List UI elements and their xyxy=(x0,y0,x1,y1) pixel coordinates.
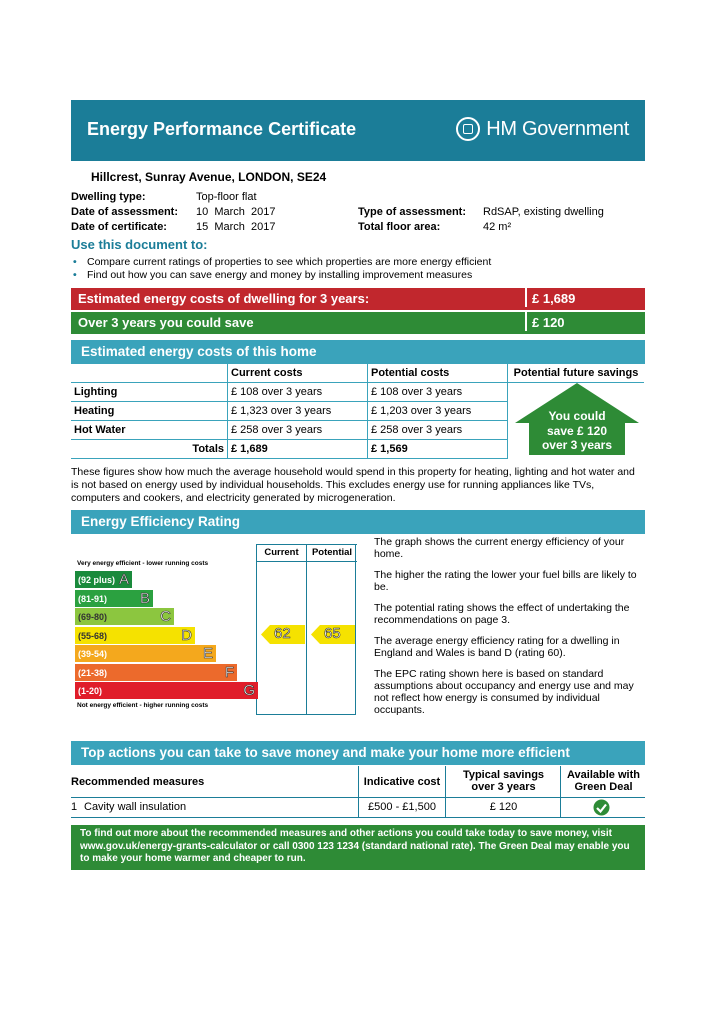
rating-value: 65 xyxy=(324,624,341,642)
list-item: • Compare current ratings of properties to see which properties are more energy efficient xyxy=(71,256,491,269)
green-deal-check-icon xyxy=(593,799,610,816)
current-cost: £ 108 over 3 years xyxy=(228,383,368,402)
column-header: Potential future savings xyxy=(508,364,645,383)
band-letter: D xyxy=(181,626,192,644)
potential-column-header: Potential xyxy=(311,547,353,558)
dwelling-type-label: Dwelling type: xyxy=(71,191,146,203)
column-header: Typical savings over 3 years xyxy=(462,769,545,793)
potential-cost: £ 108 over 3 years xyxy=(368,383,508,402)
band-range: (21-38) xyxy=(78,667,108,678)
dwelling-type-value: Top-floor flat xyxy=(196,191,257,203)
actions-section-title: Top actions you can take to save money and make your home more efficient xyxy=(81,745,570,760)
band-range: (69-80) xyxy=(78,612,108,622)
certificate-title: Energy Performance Certificate xyxy=(87,119,357,139)
totals-label: Totals xyxy=(71,440,228,459)
column-header: Indicative cost xyxy=(363,776,441,788)
potential-saving-bar xyxy=(71,312,645,334)
potential-cost: £ 1,203 over 3 years xyxy=(368,402,508,421)
measure-savings: £ 120 xyxy=(489,801,518,813)
row-label: Hot Water xyxy=(71,421,228,440)
efficiency-explanation xyxy=(374,536,644,725)
government-brand: HM Government xyxy=(486,117,629,140)
potential-cost: £ 258 over 3 years xyxy=(368,421,508,440)
band-range: (92 plus) xyxy=(78,575,116,585)
rating-band-a xyxy=(75,571,132,588)
property-address: Hillcrest, Sunray Avenue, LONDON, SE24 xyxy=(91,170,327,184)
assessment-type-label: Type of assessment: xyxy=(358,206,467,218)
measure-cost: £500 - £1,500 xyxy=(368,801,436,813)
current-column-header: Current xyxy=(264,547,299,558)
band-range: (81-91) xyxy=(78,593,108,604)
column-header: Potential costs xyxy=(368,364,508,383)
estimated-costs-bar xyxy=(71,288,645,310)
costs-section-header xyxy=(71,340,645,364)
estimated-costs-label: Estimated energy costs of dwelling for 3 years: xyxy=(78,291,370,306)
savings-line-2: save £ 120 xyxy=(546,423,608,438)
top-scale-label: Very energy efficient - lower running costs xyxy=(77,560,209,567)
total-potential: £ 1,569 xyxy=(368,440,508,459)
use-document-title: Use this document to: xyxy=(71,237,208,252)
assessment-type-value: RdSAP, existing dwelling xyxy=(483,206,604,218)
band-letter: F xyxy=(224,663,234,681)
royal-crest-icon xyxy=(456,117,480,141)
measure-name: Cavity wall insulation xyxy=(84,801,187,813)
column-header: Recommended measures xyxy=(71,776,205,788)
explanation-paragraph: The graph shows the current energy efficiency of your home. xyxy=(374,536,625,560)
rating-band-d xyxy=(75,627,195,644)
floor-area-label: Total floor area: xyxy=(358,221,441,233)
band-letter: G xyxy=(243,682,255,699)
measure-number: 1 xyxy=(71,801,78,813)
rating-band-b xyxy=(75,590,153,607)
rating-band-g xyxy=(75,682,258,699)
savings-line-3: over 3 years xyxy=(541,438,613,452)
explanation-paragraph: The average energy efficiency rating for a dwelling in England and Wales is band D (rating 60). xyxy=(374,635,620,659)
actions-section-header xyxy=(71,741,645,765)
row-label: Heating xyxy=(71,402,228,421)
row-label: Lighting xyxy=(71,383,228,402)
table-row xyxy=(71,383,644,402)
certificate-date-value: 15 March 2017 xyxy=(196,221,276,233)
certificate-header xyxy=(71,100,645,161)
list-item: • Find out how you can save energy and money by installing improvement measures xyxy=(71,269,491,282)
band-range: (39-54) xyxy=(78,649,108,659)
column-header: Current costs xyxy=(228,364,368,383)
assessment-date-label: Date of assessment: xyxy=(71,206,178,218)
rating-value: 62 xyxy=(274,624,291,642)
explanation-paragraph: The EPC rating shown here is based on standard assumptions about occupancy and energy use and may not reflect how energy is consumed by individual occupants. xyxy=(374,668,634,716)
total-current: £ 1,689 xyxy=(228,440,368,459)
current-cost: £ 258 over 3 years xyxy=(228,421,368,440)
bottom-scale-label: Not energy efficient - higher running costs xyxy=(77,702,209,709)
band-range: (1-20) xyxy=(78,686,103,696)
rating-band-e xyxy=(75,645,216,662)
costs-table xyxy=(71,364,644,459)
savings-line-1: You could xyxy=(548,409,606,423)
column-header: Available with Green Deal xyxy=(567,769,640,793)
explanation-paragraph: The potential rating shows the effect of undertaking the recommendations on page 3. xyxy=(374,602,630,626)
rating-band-f xyxy=(75,664,237,681)
band-letter: B xyxy=(139,589,150,607)
footer-info: To find out more about the recommended measures and other actions you could take today to save money, visit www.gov.uk/energy-grants-calculator or call 0300 123 1234 (standard national rate). The Green Deal may enable you to make your home warmer and cheaper to run. xyxy=(71,825,645,870)
costs-note: These figures show how much the average household would spend in this property for heating, lighting and hot water and is not based on energy used by individual households. This excludes energy use for running appliances like TVs, computers and cookers, and electricity generated by microgeneration. xyxy=(71,466,635,504)
potential-saving-label: Over 3 years you could save xyxy=(78,315,254,330)
efficiency-section-header xyxy=(71,510,645,534)
costs-section-title: Estimated energy costs of this home xyxy=(81,344,317,359)
certificate-date-label: Date of certificate: xyxy=(71,221,167,233)
band-letter: E xyxy=(202,645,213,662)
potential-saving-value: £ 120 xyxy=(525,312,565,331)
band-letter: A xyxy=(118,571,129,588)
band-letter: C xyxy=(160,608,171,625)
efficiency-section-title: Energy Efficiency Rating xyxy=(81,514,241,529)
table-header-row xyxy=(71,364,644,383)
use-document-list xyxy=(71,256,491,282)
savings-cell xyxy=(508,383,645,459)
assessment-date-value: 10 March 2017 xyxy=(196,206,276,218)
current-cost: £ 1,323 over 3 years xyxy=(228,402,368,421)
estimated-costs-value: £ 1,689 xyxy=(525,288,575,307)
band-range: (55-68) xyxy=(78,630,108,641)
explanation-paragraph: The higher the rating the lower your fuel bills are likely to be. xyxy=(374,569,637,593)
hm-government-logo xyxy=(456,117,629,141)
rating-band-c xyxy=(75,608,174,625)
floor-area-value: 42 m² xyxy=(483,221,512,233)
